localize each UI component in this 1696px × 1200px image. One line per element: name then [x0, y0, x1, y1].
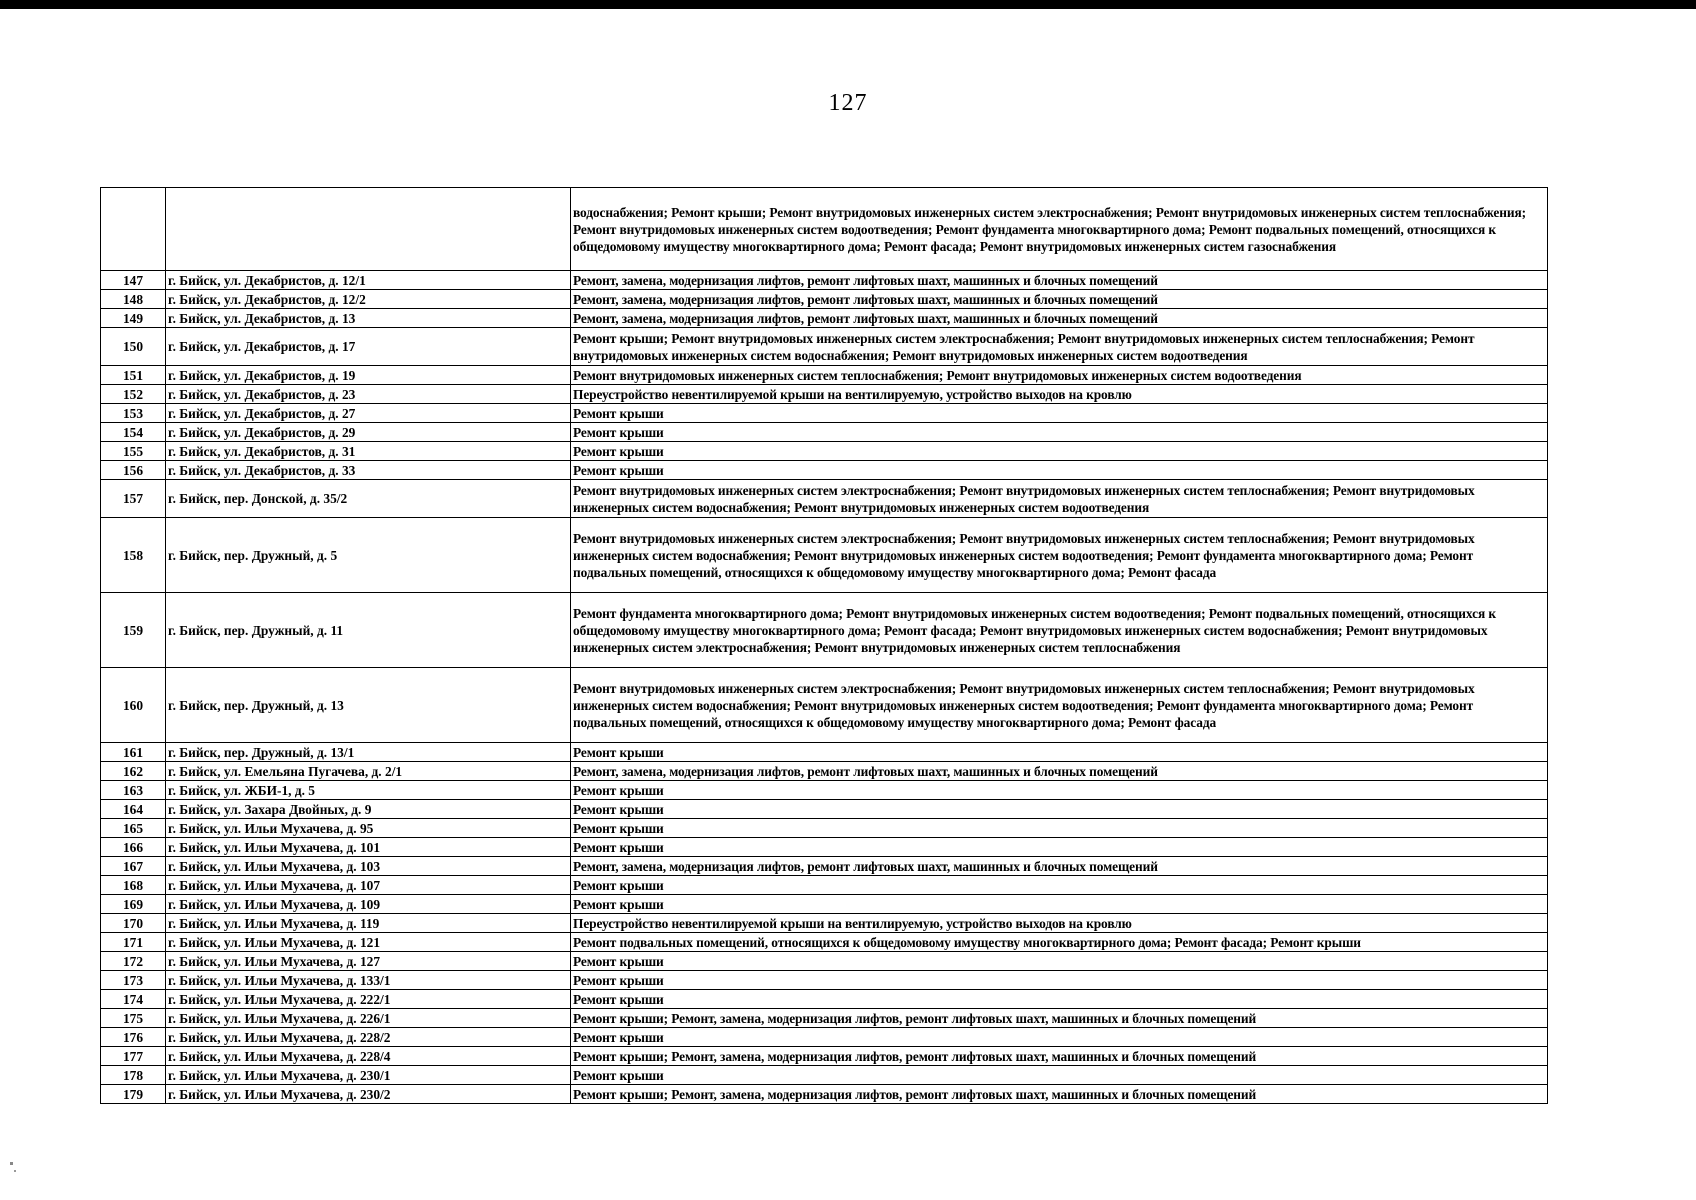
- row-number-cell: 173: [101, 971, 166, 990]
- address-cell: г. Бийск, ул. Декабристов, д. 12/2: [166, 290, 571, 309]
- address-cell: г. Бийск, пер. Дружный, д. 5: [166, 518, 571, 593]
- table-row: [101, 328, 1548, 366]
- row-number-cell: 164: [101, 800, 166, 819]
- table-row: [101, 461, 1548, 480]
- row-number-cell: 152: [101, 385, 166, 404]
- address-cell: г. Бийск, ул. ЖБИ-1, д. 5: [166, 781, 571, 800]
- table-row: [101, 1009, 1548, 1028]
- row-number-cell: 176: [101, 1028, 166, 1047]
- row-number-cell: 157: [101, 480, 166, 518]
- scan-top-border: [0, 0, 1696, 9]
- table-row: [101, 838, 1548, 857]
- address-cell: г. Бийск, ул. Ильи Мухачева, д. 228/4: [166, 1047, 571, 1066]
- work-type-cell: Ремонт внутридомовых инженерных систем электроснабжения; Ремонт внутридомовых инженерных систем теплоснабжения; Ремонт внутридомовых инженерных систем водоснабжения; Ремонт внутридомовых инженерных систем водоотведения; Ремонт фундамента многоквартирного дома; Ремонт подвальных помещений, относящихся к общедомовому имуществу многоквартирного дома; Ремонт фасада: [571, 668, 1548, 743]
- row-number-cell: 172: [101, 952, 166, 971]
- table-row: [101, 952, 1548, 971]
- address-cell: г. Бийск, ул. Декабристов, д. 13: [166, 309, 571, 328]
- work-type-cell: водоснабжения; Ремонт крыши; Ремонт внутридомовых инженерных систем электроснабжения; Ремонт внутридомовых инженерных систем теплоснабжения; Ремонт внутридомовых инженерных систем водоотведения; Ремонт фундамента многоквартирного дома; Ремонт подвальных помещений, относящихся к общедомовому имуществу многоквартирного дома; Ремонт фасада; Ремонт внутридомовых инженерных систем газоснабжения: [571, 188, 1548, 271]
- row-number-cell: 159: [101, 593, 166, 668]
- work-type-cell: Ремонт крыши: [571, 838, 1548, 857]
- table-row: [101, 668, 1548, 743]
- row-number-cell: 161: [101, 743, 166, 762]
- table-row: [101, 271, 1548, 290]
- address-cell: г. Бийск, пер. Донской, д. 35/2: [166, 480, 571, 518]
- row-number-cell: 179: [101, 1085, 166, 1104]
- row-number-cell: 155: [101, 442, 166, 461]
- address-cell: г. Бийск, ул. Ильи Мухачева, д. 107: [166, 876, 571, 895]
- work-type-cell: Ремонт крыши: [571, 442, 1548, 461]
- work-type-cell: Ремонт подвальных помещений, относящихся к общедомовому имуществу многоквартирного дома; Ремонт фасада; Ремонт крыши: [571, 933, 1548, 952]
- work-type-cell: Ремонт, замена, модернизация лифтов, ремонт лифтовых шахт, машинных и блочных помещений: [571, 309, 1548, 328]
- table-row: [101, 404, 1548, 423]
- work-type-cell: Ремонт крыши: [571, 1028, 1548, 1047]
- work-type-cell: Ремонт крыши: [571, 971, 1548, 990]
- address-cell: г. Бийск, ул. Ильи Мухачева, д. 101: [166, 838, 571, 857]
- table-row: [101, 781, 1548, 800]
- work-type-cell: Ремонт, замена, модернизация лифтов, ремонт лифтовых шахт, машинных и блочных помещений: [571, 271, 1548, 290]
- work-type-cell: Ремонт крыши: [571, 952, 1548, 971]
- row-number-cell: 169: [101, 895, 166, 914]
- work-type-cell: Переустройство невентилируемой крыши на вентилируемую, устройство выходов на кровлю: [571, 385, 1548, 404]
- address-cell: г. Бийск, ул. Ильи Мухачева, д. 109: [166, 895, 571, 914]
- work-type-cell: Ремонт крыши; Ремонт, замена, модернизация лифтов, ремонт лифтовых шахт, машинных и блочных помещений: [571, 1085, 1548, 1104]
- scan-speck: [14, 1170, 16, 1172]
- table-row: [101, 876, 1548, 895]
- address-cell: г. Бийск, ул. Ильи Мухачева, д. 103: [166, 857, 571, 876]
- table-row: [101, 743, 1548, 762]
- address-cell: г. Бийск, ул. Ильи Мухачева, д. 95: [166, 819, 571, 838]
- table-row: [101, 895, 1548, 914]
- table-row: [101, 762, 1548, 781]
- work-type-cell: Ремонт крыши; Ремонт, замена, модернизация лифтов, ремонт лифтовых шахт, машинных и блочных помещений: [571, 1009, 1548, 1028]
- work-type-cell: Переустройство невентилируемой крыши на вентилируемую, устройство выходов на кровлю: [571, 914, 1548, 933]
- work-type-cell: Ремонт, замена, модернизация лифтов, ремонт лифтовых шахт, машинных и блочных помещений: [571, 762, 1548, 781]
- table-row: [101, 819, 1548, 838]
- address-cell: г. Бийск, ул. Ильи Мухачева, д. 226/1: [166, 1009, 571, 1028]
- table-row: [101, 1047, 1548, 1066]
- address-cell: г. Бийск, пер. Дружный, д. 13/1: [166, 743, 571, 762]
- table-row: [101, 309, 1548, 328]
- work-type-cell: Ремонт крыши: [571, 743, 1548, 762]
- row-number-cell: 168: [101, 876, 166, 895]
- table-row: [101, 518, 1548, 593]
- address-cell: г. Бийск, ул. Декабристов, д. 29: [166, 423, 571, 442]
- row-number-cell: 166: [101, 838, 166, 857]
- table-row: [101, 442, 1548, 461]
- address-cell: г. Бийск, ул. Декабристов, д. 23: [166, 385, 571, 404]
- row-number-cell: 165: [101, 819, 166, 838]
- table-row: [101, 480, 1548, 518]
- work-type-cell: Ремонт крыши: [571, 1066, 1548, 1085]
- work-type-cell: Ремонт крыши; Ремонт, замена, модернизация лифтов, ремонт лифтовых шахт, машинных и блочных помещений: [571, 1047, 1548, 1066]
- work-type-cell: Ремонт внутридомовых инженерных систем электроснабжения; Ремонт внутридомовых инженерных систем теплоснабжения; Ремонт внутридомовых инженерных систем водоснабжения; Ремонт внутридомовых инженерных систем водоотведения; Ремонт фундамента многоквартирного дома; Ремонт подвальных помещений, относящихся к общедомовому имуществу многоквартирного дома; Ремонт фасада: [571, 518, 1548, 593]
- address-cell: г. Бийск, ул. Декабристов, д. 17: [166, 328, 571, 366]
- row-number-cell: 151: [101, 366, 166, 385]
- table-row: [101, 933, 1548, 952]
- work-type-cell: Ремонт крыши: [571, 461, 1548, 480]
- address-cell: г. Бийск, ул. Ильи Мухачева, д. 222/1: [166, 990, 571, 1009]
- work-type-cell: Ремонт внутридомовых инженерных систем электроснабжения; Ремонт внутридомовых инженерных систем теплоснабжения; Ремонт внутридомовых инженерных систем водоснабжения; Ремонт внутридомовых инженерных систем водоотведения: [571, 480, 1548, 518]
- table-row: [101, 1085, 1548, 1104]
- address-cell: г. Бийск, ул. Декабристов, д. 31: [166, 442, 571, 461]
- work-type-cell: Ремонт крыши; Ремонт внутридомовых инженерных систем электроснабжения; Ремонт внутридомовых инженерных систем теплоснабжения; Ремонт внутридомовых инженерных систем водоснабжения; Ремонт внутридомовых инженерных систем водоотведения: [571, 328, 1548, 366]
- address-cell: [166, 188, 571, 271]
- row-number-cell: 149: [101, 309, 166, 328]
- row-number-cell: 174: [101, 990, 166, 1009]
- table-row: [101, 593, 1548, 668]
- address-cell: г. Бийск, ул. Ильи Мухачева, д. 230/1: [166, 1066, 571, 1085]
- table-row: [101, 290, 1548, 309]
- work-type-cell: Ремонт крыши: [571, 423, 1548, 442]
- table-row: [101, 914, 1548, 933]
- scan-speck: [10, 1162, 13, 1165]
- work-type-cell: Ремонт крыши: [571, 876, 1548, 895]
- address-cell: г. Бийск, ул. Декабристов, д. 12/1: [166, 271, 571, 290]
- repair-register-table: [100, 187, 1548, 1104]
- table-row: [101, 1066, 1548, 1085]
- table-row: [101, 857, 1548, 876]
- work-type-cell: Ремонт крыши: [571, 819, 1548, 838]
- row-number-cell: 150: [101, 328, 166, 366]
- address-cell: г. Бийск, ул. Ильи Мухачева, д. 119: [166, 914, 571, 933]
- row-number-cell: [101, 188, 166, 271]
- address-cell: г. Бийск, пер. Дружный, д. 11: [166, 593, 571, 668]
- row-number-cell: 177: [101, 1047, 166, 1066]
- table-row: [101, 990, 1548, 1009]
- table-row: [101, 366, 1548, 385]
- row-number-cell: 153: [101, 404, 166, 423]
- address-cell: г. Бийск, ул. Декабристов, д. 19: [166, 366, 571, 385]
- address-cell: г. Бийск, ул. Ильи Мухачева, д. 121: [166, 933, 571, 952]
- work-type-cell: Ремонт, замена, модернизация лифтов, ремонт лифтовых шахт, машинных и блочных помещений: [571, 290, 1548, 309]
- address-cell: г. Бийск, ул. Декабристов, д. 33: [166, 461, 571, 480]
- work-type-cell: Ремонт фундамента многоквартирного дома; Ремонт внутридомовых инженерных систем водоотведения; Ремонт подвальных помещений, относящихся к общедомовому имуществу многоквартирного дома; Ремонт фасада; Ремонт внутридомовых инженерных систем водоснабжения; Ремонт внутридомовых инженерных систем электроснабжения; Ремонт внутридомовых инженерных систем теплоснабжения: [571, 593, 1548, 668]
- work-type-cell: Ремонт крыши: [571, 990, 1548, 1009]
- address-cell: г. Бийск, ул. Декабристов, д. 27: [166, 404, 571, 423]
- address-cell: г. Бийск, ул. Ильи Мухачева, д. 228/2: [166, 1028, 571, 1047]
- work-type-cell: Ремонт крыши: [571, 404, 1548, 423]
- row-number-cell: 160: [101, 668, 166, 743]
- row-number-cell: 167: [101, 857, 166, 876]
- table-row: [101, 1028, 1548, 1047]
- address-cell: г. Бийск, ул. Ильи Мухачева, д. 133/1: [166, 971, 571, 990]
- row-number-cell: 175: [101, 1009, 166, 1028]
- row-number-cell: 163: [101, 781, 166, 800]
- address-cell: г. Бийск, ул. Емельяна Пугачева, д. 2/1: [166, 762, 571, 781]
- work-type-cell: Ремонт, замена, модернизация лифтов, ремонт лифтовых шахт, машинных и блочных помещений: [571, 857, 1548, 876]
- page-number: 127: [828, 90, 868, 116]
- work-type-cell: Ремонт внутридомовых инженерных систем теплоснабжения; Ремонт внутридомовых инженерных систем водоотведения: [571, 366, 1548, 385]
- address-cell: г. Бийск, пер. Дружный, д. 13: [166, 668, 571, 743]
- row-number-cell: 170: [101, 914, 166, 933]
- table-row: [101, 423, 1548, 442]
- table-row: [101, 385, 1548, 404]
- work-type-cell: Ремонт крыши: [571, 895, 1548, 914]
- work-type-cell: Ремонт крыши: [571, 781, 1548, 800]
- table-row: [101, 800, 1548, 819]
- row-number-cell: 178: [101, 1066, 166, 1085]
- row-number-cell: 156: [101, 461, 166, 480]
- address-cell: г. Бийск, ул. Захара Двойных, д. 9: [166, 800, 571, 819]
- row-number-cell: 162: [101, 762, 166, 781]
- table-body: [101, 188, 1548, 1104]
- row-number-cell: 148: [101, 290, 166, 309]
- table-row: [101, 188, 1548, 271]
- row-number-cell: 147: [101, 271, 166, 290]
- row-number-cell: 158: [101, 518, 166, 593]
- row-number-cell: 171: [101, 933, 166, 952]
- table-row: [101, 971, 1548, 990]
- address-cell: г. Бийск, ул. Ильи Мухачева, д. 127: [166, 952, 571, 971]
- row-number-cell: 154: [101, 423, 166, 442]
- work-type-cell: Ремонт крыши: [571, 800, 1548, 819]
- address-cell: г. Бийск, ул. Ильи Мухачева, д. 230/2: [166, 1085, 571, 1104]
